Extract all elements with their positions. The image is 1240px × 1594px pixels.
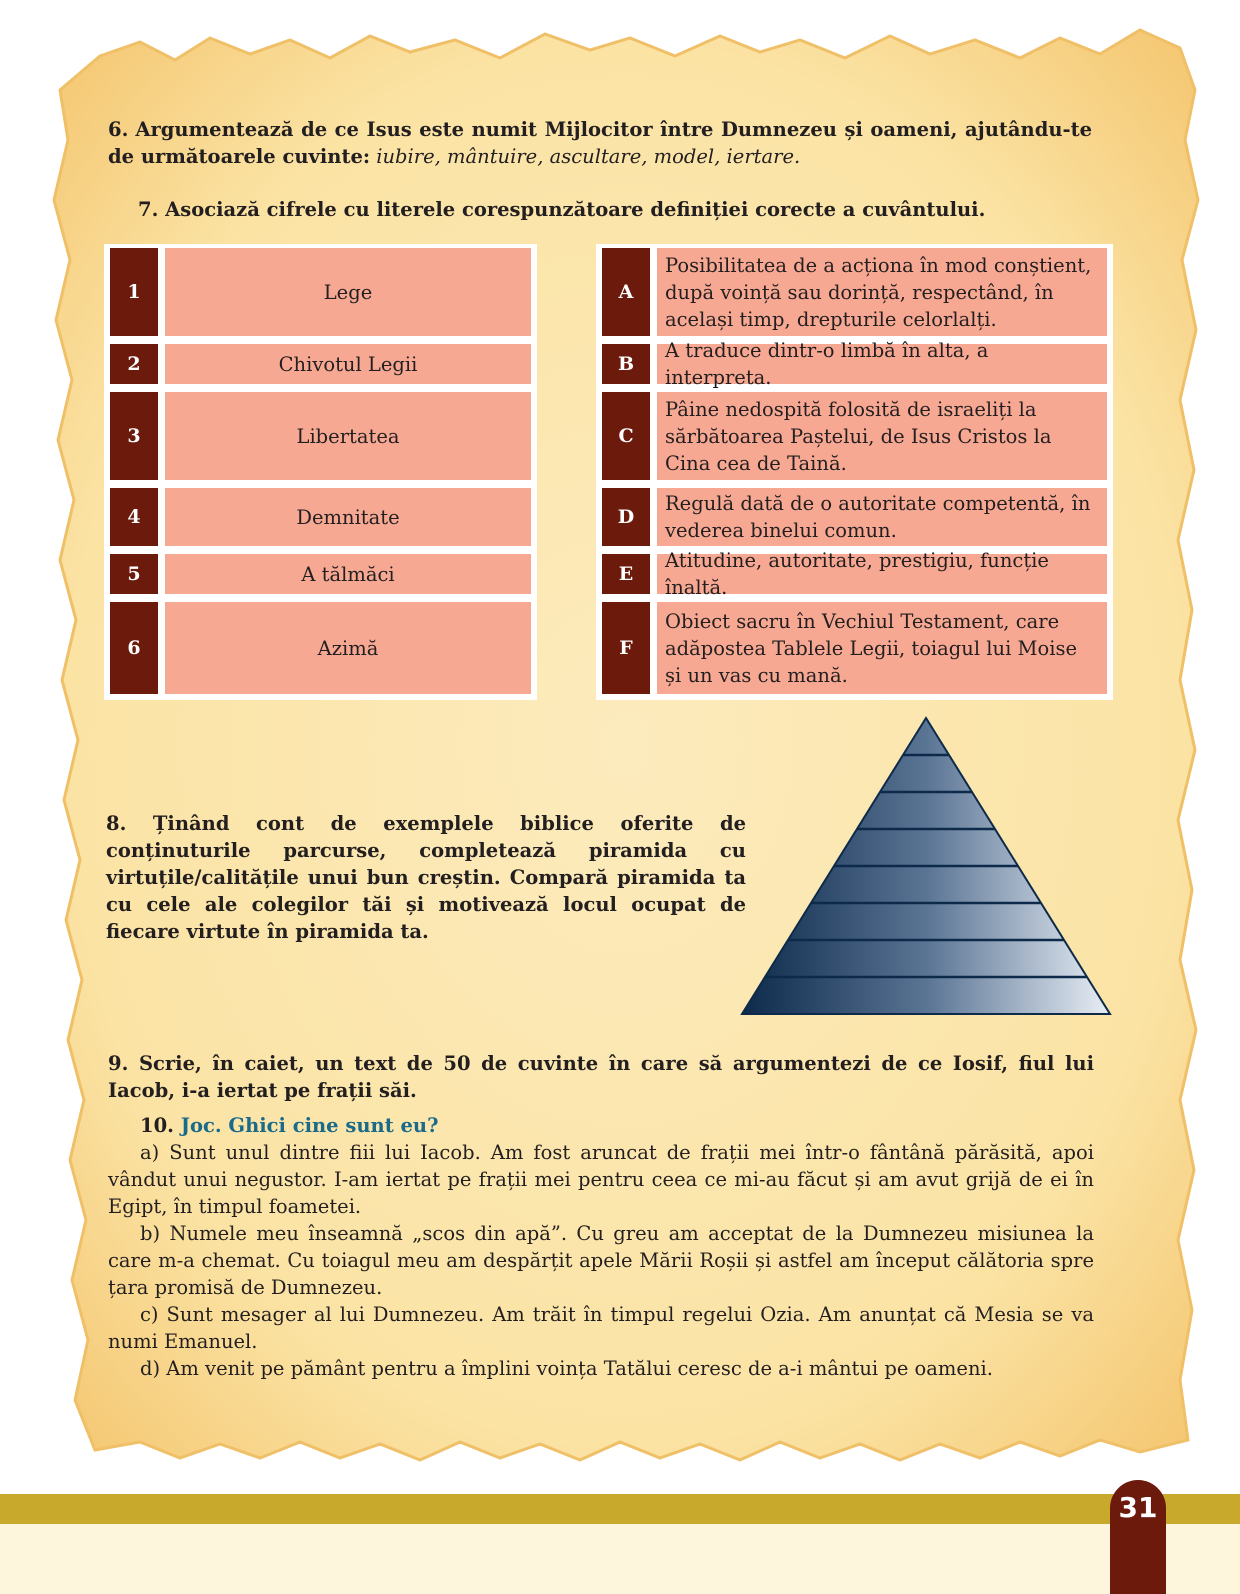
definition-letter: E (602, 554, 650, 594)
question-6-prompt: Argumentează de ce Isus este numit Mijlocitor între Dumnezeu și oameni, ajutându-te de următoarele cuvinte: (108, 118, 1093, 168)
term-text: A tălmăci (165, 554, 531, 594)
riddle-item: b) Numele meu înseamnă „scos din apă”. Cu greu am acceptat de la Dumnezeu misiunea la care m-a chemat. Cu toiagul meu am despărțit apele Mării Roșii și astfel am început călătoria spre țara promisă de Dumnezeu. (108, 1222, 1094, 1299)
footer-strip (0, 1524, 1240, 1594)
footer-band (0, 1494, 1240, 1524)
definition-row (596, 549, 1113, 599)
term-row (104, 598, 537, 694)
riddle-item: c) Sunt mesager al lui Dumnezeu. Am trăit în timpul regelui Ozia. Am anunțat că Mesia se va numi Emanuel. (108, 1303, 1094, 1353)
term-row (104, 484, 537, 546)
riddle-item: a) Sunt unul dintre fiii lui Iacob. Am fost aruncat de frații mei într-o fântână părăsită, apoi vândut unui negustor. I-am iertat pe frații mei pentru ceea ce mi-au făcut și am avut grijă de ei în Egipt, în timpul foametei. (108, 1141, 1094, 1218)
definition-text: Regulă dată de o autoritate competentă, în vederea binelui comun. (657, 488, 1107, 546)
term-row (104, 550, 537, 594)
term-number: 1 (110, 248, 158, 336)
definition-text: Posibilitatea de a acționa în mod conștient, după voință sau dorință, respectând, în același timp, drepturile celorlalți. (657, 248, 1107, 336)
question-10 (108, 1112, 1094, 1382)
term-number: 6 (110, 602, 158, 694)
term-row (104, 340, 537, 384)
question-10-number: 10. (140, 1114, 174, 1137)
term-text: Libertatea (165, 392, 531, 480)
term-row (104, 244, 537, 336)
definition-row (596, 484, 1113, 546)
definition-text: A traduce dintr-o limbă în alta, a interpreta. (657, 344, 1107, 384)
page-number: 31 (1110, 1480, 1166, 1594)
question-10-title: Joc. Ghici cine sunt eu? (180, 1114, 439, 1137)
term-number: 5 (110, 554, 158, 594)
definition-letter: D (602, 488, 650, 546)
definition-letter: A (602, 248, 650, 336)
question-9: 9. Scrie, în caiet, un text de 50 de cuvinte în care să argumentezi de ce Iosif, fiul lui Iacob, i-a iertat pe frații săi. (108, 1052, 1094, 1102)
riddle-item: d) Am venit pe pământ pentru a împlini voința Tatălui ceresc de a-i mântui pe oameni. (140, 1357, 993, 1380)
term-text: Demnitate (165, 488, 531, 546)
question-6-keywords: iubire, mântuire, ascultare, model, iertare. (376, 145, 801, 168)
question-10-heading (140, 1112, 1094, 1139)
terms-table (104, 244, 537, 700)
definition-text: Obiect sacru în Vechiul Testament, care adăpostea Tablele Legii, toiagul lui Moise și un vas cu mană. (657, 602, 1107, 694)
term-number: 2 (110, 344, 158, 384)
definitions-table (596, 244, 1113, 700)
virtues-pyramid (740, 716, 1112, 1018)
question-6 (108, 116, 1092, 170)
definition-row (596, 244, 1113, 336)
term-number: 3 (110, 392, 158, 480)
definition-letter: C (602, 392, 650, 480)
term-text: Lege (165, 248, 531, 336)
definition-row (596, 598, 1113, 694)
question-8: 8. Ținând cont de exemplele biblice oferite de conținuturile parcurse, completează piramida cu virtuțile/calitățile unui bun creștin. Compară piramida ta cu cele ale colegilor tăi și motivează locul ocupat de fiecare virtute în piramida ta. (106, 812, 746, 943)
term-text: Chivotul Legii (165, 344, 531, 384)
definition-letter: B (602, 344, 650, 384)
term-row (104, 388, 537, 480)
definition-row (596, 339, 1113, 389)
definition-text: Atitudine, autoritate, prestigiu, funcție înaltă. (657, 554, 1107, 594)
term-text: Azimă (165, 602, 531, 694)
definition-letter: F (602, 602, 650, 694)
question-6-number: 6. (108, 118, 129, 141)
question-7: 7. Asociază cifrele cu literele corespunzătoare definiției corecte a cuvântului. (138, 198, 986, 221)
definition-row (596, 388, 1113, 480)
term-number: 4 (110, 488, 158, 546)
definition-text: Pâine nedospită folosită de israeliți la sărbătoarea Paștelui, de Isus Cristos la Cina cea de Taină. (657, 392, 1107, 480)
